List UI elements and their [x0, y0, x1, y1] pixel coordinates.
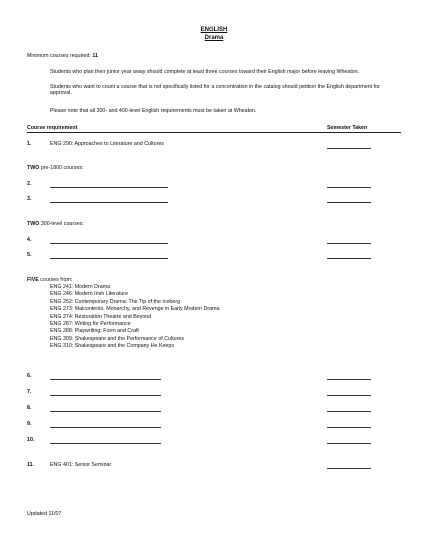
- column-course-requirement: Course requirement: [27, 125, 78, 131]
- min-courses-value: 11: [92, 53, 98, 59]
- semester-field-2[interactable]: [327, 187, 371, 188]
- min-courses-line: [27, 53, 98, 59]
- list-item: ENG 274: Restoration Theatre and Beyond: [50, 313, 152, 320]
- req-7-number: 7.: [27, 389, 32, 395]
- list-item: ENG 310: Shakespeare and the Company He Keeps: [50, 343, 174, 350]
- course-field-10[interactable]: [50, 443, 161, 444]
- req-6-number: 6.: [27, 373, 32, 379]
- semester-field-9[interactable]: [327, 427, 371, 428]
- list-item: ENG 287: Writing for Performance: [50, 320, 131, 327]
- group-five-heading: FIVE courses from:: [27, 277, 73, 283]
- list-item: ENG 241: Modern Drama: [50, 284, 111, 290]
- min-courses-label: Minimum courses required:: [27, 53, 91, 59]
- list-item: ENG 288: Playwriting: Form and Craft: [50, 328, 139, 335]
- course-field-5[interactable]: [50, 258, 168, 259]
- req-8-number: 8.: [27, 405, 32, 411]
- note-petition: Students who want to count a course that is not specifically listed for a concentration in the catalog should petition the English department for approval.: [50, 84, 380, 97]
- semester-field-11[interactable]: [327, 468, 371, 469]
- semester-field-5[interactable]: [327, 258, 371, 259]
- req-1-number: 1.: [27, 141, 32, 147]
- course-field-8[interactable]: [50, 411, 161, 412]
- updated-date: Updated 11/07: [27, 511, 62, 517]
- req-3-number: 3.: [27, 196, 32, 202]
- note-wheaton: Please note that all 300- and 400-level English requirements must be taken at Wheaton.: [50, 108, 257, 114]
- semester-field-1[interactable]: [327, 148, 371, 149]
- course-field-9[interactable]: [50, 427, 161, 428]
- req-1-course: ENG 290: Approaches to Literature and Cultures: [50, 141, 164, 147]
- req-9-number: 9.: [27, 421, 32, 427]
- course-list: [50, 284, 219, 351]
- semester-field-6[interactable]: [327, 379, 371, 380]
- req-2-number: 2.: [27, 181, 32, 187]
- list-item: ENG 273: Malcontents, Monarchy, and Revenge in Early Modern Drama: [50, 306, 220, 313]
- course-field-6[interactable]: [50, 379, 161, 380]
- page-title: ENGLISH: [200, 27, 228, 33]
- semester-field-4[interactable]: [327, 243, 371, 244]
- course-field-4[interactable]: [50, 243, 168, 244]
- note-junior-year: Students who plan their junior year away should complete at least three courses toward their English major before leaving Wheaton.: [50, 69, 360, 75]
- req-11-number: 11.: [27, 462, 35, 468]
- semester-field-8[interactable]: [327, 411, 371, 412]
- semester-field-10[interactable]: [327, 443, 371, 444]
- group-pre1800-heading: TWO pre-1800 courses:: [27, 165, 84, 171]
- course-field-2[interactable]: [50, 187, 168, 188]
- course-field-7[interactable]: [50, 395, 161, 396]
- semester-field-7[interactable]: [327, 395, 371, 396]
- column-semester-taken: Semester Taken: [327, 125, 368, 131]
- list-item: ENG 252: Contemporary Drama: The Tip of the Iceberg: [50, 298, 181, 305]
- course-field-3[interactable]: [50, 202, 168, 203]
- list-item: ENG 246: Modern Irish Literature: [50, 291, 129, 298]
- req-4-number: 4.: [27, 237, 32, 243]
- page-subtitle: Drama: [204, 35, 224, 41]
- req-10-number: 10.: [27, 437, 35, 443]
- semester-field-3[interactable]: [327, 202, 371, 203]
- req-11-course: ENG 401: Senior Seminar: [50, 462, 112, 468]
- header-rule: [27, 132, 401, 133]
- list-item: ENG 309: Shakespeare and the Performance of Cultures: [50, 335, 184, 342]
- req-5-number: 5.: [27, 252, 32, 258]
- group-300-heading: TWO 300-level courses:: [27, 221, 84, 227]
